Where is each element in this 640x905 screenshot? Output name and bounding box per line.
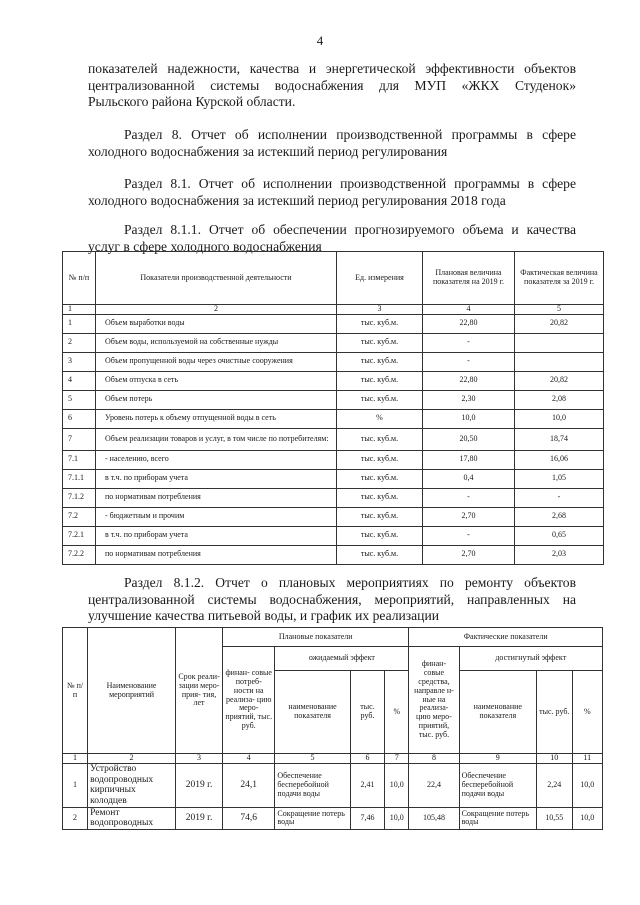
- table-header-row: [63, 252, 604, 305]
- row-indicator: Объем воды, используемой на собственные нужды: [96, 333, 337, 352]
- row-achieved-effect-value: 10,55: [536, 807, 572, 829]
- row-indicator: Объем потерь: [96, 390, 337, 409]
- row-num: 6: [63, 409, 96, 428]
- header-planned-finance: финан- совые потреб- ности на реализа- цию меро- приятий, тыс. руб.: [223, 647, 275, 754]
- row-num: 7.1.2: [63, 488, 96, 507]
- row-achieved-effect-name: Сокращение потерь воды: [459, 807, 536, 829]
- row-unit: тыс. куб.м.: [337, 450, 423, 469]
- row-planned: 20,50: [423, 428, 515, 450]
- row-planned: -: [423, 333, 515, 352]
- row-planned: -: [423, 526, 515, 545]
- header-actual: Фактическая величина показателя за 2019 г.: [515, 252, 604, 305]
- section-8-1-1-line: услуг в сфере холодного водоснабжения: [88, 238, 322, 254]
- table-row: [63, 428, 604, 450]
- row-num: 1: [63, 314, 96, 333]
- row-num: 2: [63, 807, 88, 829]
- table-row: [63, 333, 604, 352]
- table-row: [63, 488, 604, 507]
- page-number: 4: [316, 33, 324, 48]
- row-num: 7.1.1: [63, 469, 96, 488]
- row-indicator: Объем отпуска в сеть: [96, 371, 337, 390]
- row-num: 1: [63, 763, 88, 807]
- table-row: [63, 314, 604, 333]
- row-actual: 2,08: [515, 390, 604, 409]
- col-number: 2: [88, 754, 176, 764]
- row-num: 3: [63, 352, 96, 371]
- row-term: 2019 г.: [176, 807, 223, 829]
- row-achieved-effect-percent: 10,0: [572, 807, 602, 829]
- row-unit: тыс. куб.м.: [337, 352, 423, 371]
- col-number: 5: [275, 754, 350, 764]
- section-8-1-2-line: централизованной системы водоснабжения, мероприятий, направленных на: [88, 591, 576, 607]
- row-actual: 18,74: [515, 428, 604, 450]
- intro-line: централизованной системы водоснабжения для МУП «ЖКХ Студенок»: [88, 77, 576, 93]
- section-8-line: Раздел 8. Отчет об исполнении производственной программы в сфере: [124, 127, 576, 142]
- header-measure-name: Наименование мероприятий: [88, 628, 176, 754]
- col-number: 3: [176, 754, 223, 764]
- row-indicator: Уровень потерь к объему отпущенной воды в сеть: [96, 409, 337, 428]
- row-unit: тыс. куб.м.: [337, 390, 423, 409]
- row-num: 2: [63, 333, 96, 352]
- section-8-1-2-line: Раздел 8.1.2. Отчет о плановых мероприятиях по ремонту объектов: [124, 575, 576, 590]
- row-indicator: - бюджетным и прочим: [96, 507, 337, 526]
- table-row: [63, 450, 604, 469]
- row-expected-effect-name: Обеспечение бесперебойной подачи воды: [275, 763, 350, 807]
- column-number-row: [63, 305, 604, 315]
- col-number: 6: [350, 754, 385, 764]
- row-term: 2019 г.: [176, 763, 223, 807]
- row-unit: тыс. куб.м.: [337, 371, 423, 390]
- row-actual: [515, 333, 604, 352]
- row-actual-finance: 105,48: [409, 807, 459, 829]
- header-expected-effect-value: тыс. руб.: [350, 671, 385, 754]
- col-number: 7: [385, 754, 409, 764]
- row-expected-effect-value: 2,41: [350, 763, 385, 807]
- header-actual-group: Фактические показатели: [409, 628, 603, 647]
- header-num: № п/п: [63, 628, 88, 754]
- row-actual: 1,05: [515, 469, 604, 488]
- row-planned: 2,70: [423, 507, 515, 526]
- row-indicator: в т.ч. по приборам учета: [96, 526, 337, 545]
- repair-measures-table: [62, 627, 603, 830]
- row-planned: 2,70: [423, 545, 515, 564]
- col-number: 5: [515, 305, 604, 315]
- col-number: 11: [572, 754, 602, 764]
- col-number: 3: [337, 305, 423, 315]
- col-number: 9: [459, 754, 536, 764]
- row-actual: 16,06: [515, 450, 604, 469]
- table-row: [63, 526, 604, 545]
- col-number: 1: [63, 754, 88, 764]
- row-unit: тыс. куб.м.: [337, 488, 423, 507]
- row-num: 7.2.2: [63, 545, 96, 564]
- row-unit: тыс. куб.м.: [337, 428, 423, 450]
- section-8-1-line: холодного водоснабжения за истекший период регулирования 2018 года: [88, 192, 506, 208]
- table-row: [63, 390, 604, 409]
- table-row: [63, 469, 604, 488]
- table-row: [63, 807, 603, 829]
- table-row: [63, 763, 603, 807]
- row-planned: -: [423, 352, 515, 371]
- header-achieved-effect: достигнутый эффект: [459, 647, 602, 671]
- group-header-row: [63, 628, 603, 647]
- col-number: 4: [223, 754, 275, 764]
- header-expected-effect-name: наименование показателя: [275, 671, 350, 754]
- row-planned: 2,30: [423, 390, 515, 409]
- row-indicator: Объем выработки воды: [96, 314, 337, 333]
- section-8-1-heading: [88, 176, 576, 209]
- row-planned: 22,80: [423, 314, 515, 333]
- section-8-1-2-heading: [88, 575, 576, 625]
- row-measure-name: Устройство водопроводных кирпичных колодцев: [88, 763, 176, 807]
- row-num: 7: [63, 428, 96, 450]
- row-achieved-effect-percent: 10,0: [572, 763, 602, 807]
- row-achieved-effect-value: 2,24: [536, 763, 572, 807]
- col-number: 10: [536, 754, 572, 764]
- row-planned: 22,80: [423, 371, 515, 390]
- table-row: [63, 371, 604, 390]
- row-actual: 0,65: [515, 526, 604, 545]
- production-indicators-table: [62, 251, 604, 565]
- row-actual-finance: 22,4: [409, 763, 459, 807]
- header-achieved-effect-name: наименование показателя: [459, 671, 536, 754]
- row-indicator: по нормативам потребления: [96, 545, 337, 564]
- table-row: [63, 507, 604, 526]
- row-num: 7.2.1: [63, 526, 96, 545]
- intro-paragraph: [88, 61, 576, 111]
- section-8-line: холодного водоснабжения за истекший период регулирования: [88, 143, 448, 159]
- section-8-1-line: Раздел 8.1. Отчет об исполнении производственной программы в сфере: [124, 176, 576, 191]
- row-unit: тыс. куб.м.: [337, 507, 423, 526]
- row-planned-finance: 24,1: [223, 763, 275, 807]
- header-planned-group: Плановые показатели: [223, 628, 409, 647]
- section-8-heading: [88, 127, 576, 160]
- row-planned-finance: 74,6: [223, 807, 275, 829]
- header-achieved-effect-value: тыс. руб.: [536, 671, 572, 754]
- row-indicator: по нормативам потребления: [96, 488, 337, 507]
- header-unit: Ед. измерения: [337, 252, 423, 305]
- header-expected-effect-percent: %: [385, 671, 409, 754]
- row-unit: тыс. куб.м.: [337, 469, 423, 488]
- row-planned: 0,4: [423, 469, 515, 488]
- row-actual: 20,82: [515, 371, 604, 390]
- col-number: 8: [409, 754, 459, 764]
- header-indicator: Показатели производственной деятельности: [96, 252, 337, 305]
- header-expected-effect: ожидаемый эффект: [275, 647, 409, 671]
- row-num: 7.1: [63, 450, 96, 469]
- table-row: [63, 545, 604, 564]
- col-number: 2: [96, 305, 337, 315]
- row-achieved-effect-name: Обеспечение бесперебойной подачи воды: [459, 763, 536, 807]
- row-expected-effect-percent: 10,0: [385, 807, 409, 829]
- row-actual: 20,82: [515, 314, 604, 333]
- row-measure-name: Ремонт водопроводных: [88, 807, 176, 829]
- row-planned: 10,0: [423, 409, 515, 428]
- row-actual: 2,03: [515, 545, 604, 564]
- row-indicator: в т.ч. по приборам учета: [96, 469, 337, 488]
- row-num: 7.2: [63, 507, 96, 526]
- intro-line: показателей надежности, качества и энергетической эффективности объектов: [88, 61, 576, 76]
- table-row: [63, 409, 604, 428]
- row-actual: 10,0: [515, 409, 604, 428]
- row-expected-effect-percent: 10,0: [385, 763, 409, 807]
- row-indicator: Объем реализации товаров и услуг, в том числе по потребителям:: [96, 428, 337, 450]
- row-unit: %: [337, 409, 423, 428]
- row-planned: -: [423, 488, 515, 507]
- table-row: [63, 352, 604, 371]
- row-indicator: Объем пропущенной воды через очистные сооружения: [96, 352, 337, 371]
- row-unit: тыс. куб.м.: [337, 545, 423, 564]
- header-actual-finance: финан- совые средства, направле н-ные на реализа- цию меро- приятий, тыс. руб.: [409, 647, 459, 754]
- row-actual: 2,68: [515, 507, 604, 526]
- col-number: 1: [63, 305, 96, 315]
- header-achieved-effect-percent: %: [572, 671, 602, 754]
- row-unit: тыс. куб.м.: [337, 333, 423, 352]
- row-expected-effect-name: Сокращение потерь воды: [275, 807, 350, 829]
- section-8-1-1-line: Раздел 8.1.1. Отчет об обеспечении прогнозируемого объема и качества: [124, 222, 576, 237]
- col-number: 4: [423, 305, 515, 315]
- intro-line: Рыльского района Курской области.: [88, 94, 296, 109]
- section-8-1-2-line: улучшение качества питьевой воды, и график их реализации: [88, 608, 440, 623]
- column-number-row: [63, 754, 603, 764]
- header-term: Срок реали- зации меро- прия- тия, лет: [176, 628, 223, 754]
- header-num: № п/п: [63, 252, 96, 305]
- row-num: 5: [63, 390, 96, 409]
- row-unit: тыс. куб.м.: [337, 526, 423, 545]
- header-planned: Плановая величина показателя на 2019 г.: [423, 252, 515, 305]
- row-planned: 17,80: [423, 450, 515, 469]
- row-indicator: - населению, всего: [96, 450, 337, 469]
- row-actual: [515, 352, 604, 371]
- row-unit: тыс. куб.м.: [337, 314, 423, 333]
- row-expected-effect-value: 7,46: [350, 807, 385, 829]
- row-num: 4: [63, 371, 96, 390]
- row-actual: -: [515, 488, 604, 507]
